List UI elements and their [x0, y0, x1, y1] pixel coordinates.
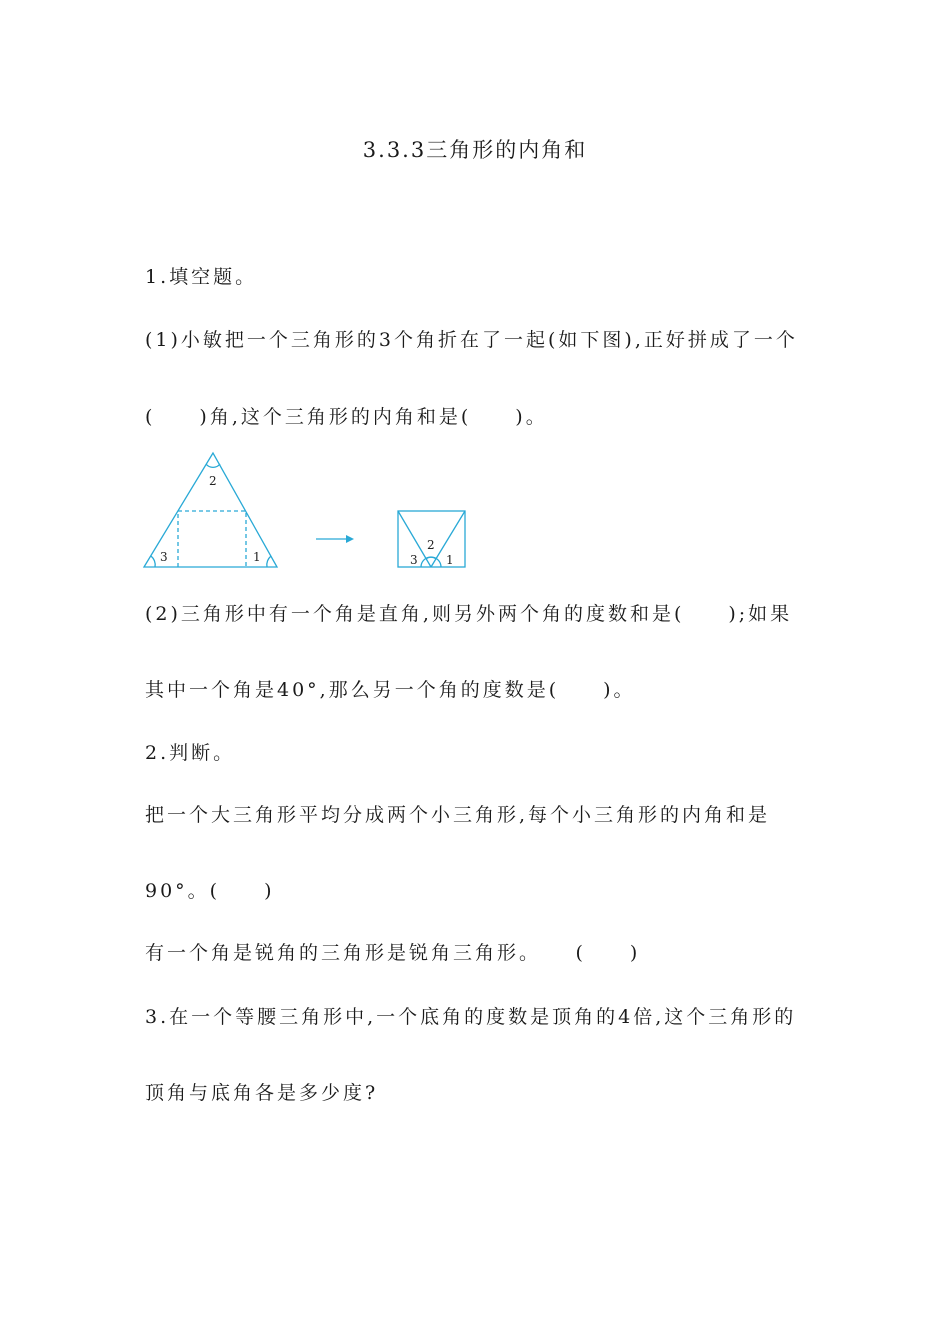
q1-p1-line1: (1)小敏把一个三角形的3个角折在了一起(如下图),正好拼成了一个 — [145, 329, 798, 351]
label-left-1: 1 — [253, 550, 261, 564]
q1-p2-line1: (2)三角形中有一个角是直角,则另外两个角的度数和是( );如果 — [145, 603, 793, 625]
q1-p1-line2: ( )角,这个三角形的内角和是( )。 — [145, 406, 548, 428]
q3-line1: 3.在一个等腰三角形中,一个底角的度数是顶角的4倍,这个三角形的 — [145, 1006, 797, 1028]
q2-s2: 有一个角是锐角的三角形是锐角三角形。 ( ) — [145, 942, 641, 964]
angle-arc-inner — [426, 557, 436, 559]
label-left-2: 2 — [209, 474, 217, 488]
fold-dashed-lines — [178, 511, 246, 567]
triangle-fold-figure — [140, 448, 480, 582]
label-right-1: 1 — [446, 553, 454, 567]
q3-line2: 顶角与底角各是多少度? — [145, 1082, 379, 1104]
q2-heading: 2.判断。 — [145, 742, 236, 764]
angle-arc-straight — [421, 557, 441, 567]
arrow-head — [346, 535, 354, 543]
label-right-3: 3 — [410, 553, 418, 567]
angle-arc-1 — [267, 556, 271, 567]
angle-arc-3 — [151, 556, 155, 567]
q1-p2-line2: 其中一个角是40°,那么另一个角的度数是( )。 — [145, 679, 636, 701]
q1-heading: 1.填空题。 — [145, 266, 258, 288]
label-right-2: 2 — [427, 538, 435, 552]
label-left-3: 3 — [160, 550, 168, 564]
page-title: 3.3.3三角形的内角和 — [362, 138, 588, 162]
q2-s1-line2: 90°。( ) — [145, 880, 275, 902]
angle-arc-2 — [206, 464, 220, 467]
q2-s1-line1: 把一个大三角形平均分成两个小三角形,每个小三角形的内角和是 — [145, 804, 771, 826]
